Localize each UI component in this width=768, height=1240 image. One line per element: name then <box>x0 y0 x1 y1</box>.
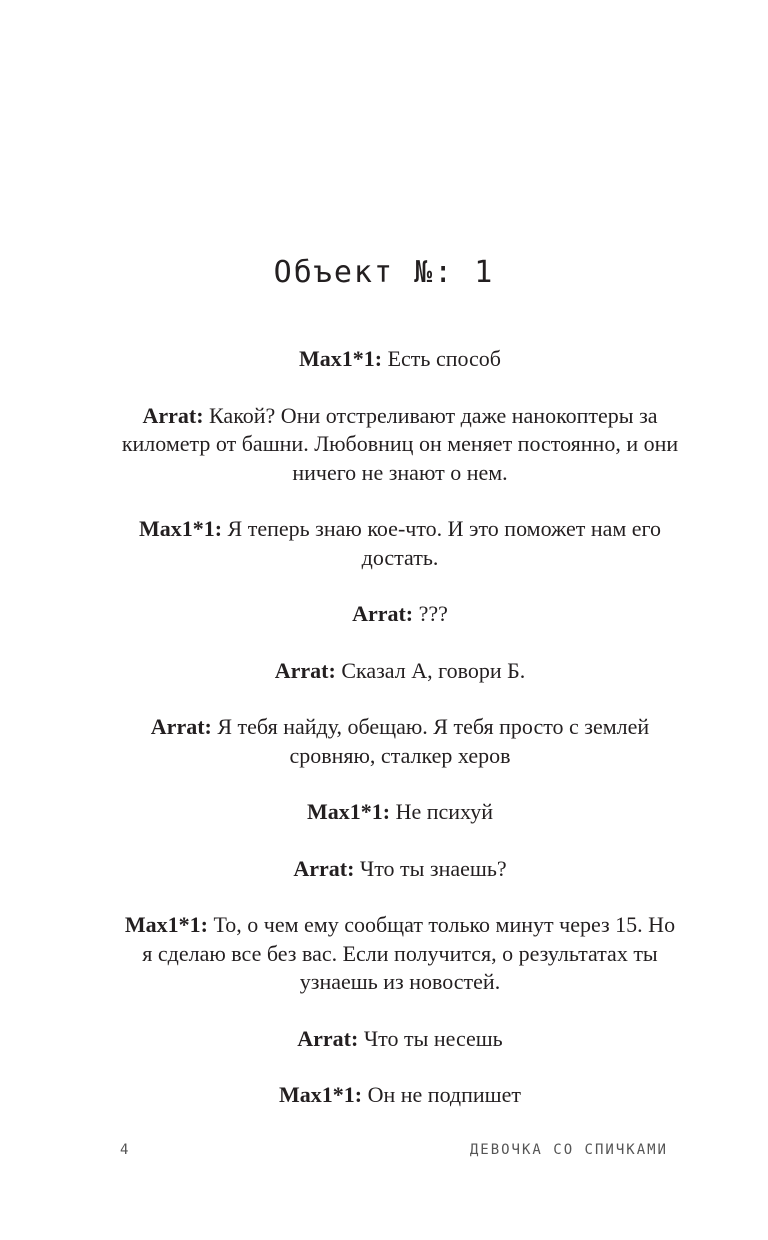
dialogue-line <box>120 345 680 374</box>
running-title: ДЕВОЧКА СО СПИЧКАМИ <box>469 1142 668 1158</box>
speaker-name: Arrat: <box>150 714 212 739</box>
message-text: Не психуй <box>390 799 493 824</box>
dialogue-line <box>120 798 680 827</box>
dialogue-line <box>120 402 680 488</box>
dialogue-line <box>120 713 680 770</box>
dialogue-line <box>120 1025 680 1054</box>
message-text: Я тебя найду, обещаю. Я тебя просто с землей сровняю, сталкер херов <box>211 714 650 768</box>
message-text: Что ты несешь <box>358 1025 503 1051</box>
speaker-name: Max1*1: <box>307 799 391 824</box>
dialogue-line <box>120 600 680 629</box>
speaker-name: Arrat: <box>293 855 355 881</box>
speaker-name: Arrat: <box>274 657 336 683</box>
speaker-name: Arrat: <box>297 1025 359 1051</box>
message-text: Он не подпишет <box>362 1082 521 1107</box>
message-text: Что ты знаешь? <box>354 855 507 881</box>
speaker-name: Max1*1: <box>299 346 383 371</box>
message-text: Я теперь знаю кое-что. И это поможет нам его достать. <box>222 516 662 570</box>
message-text: ??? <box>413 601 448 626</box>
chapter-title: Объект №: 1 <box>273 255 495 290</box>
speaker-name: Arrat: <box>142 402 204 428</box>
speaker-name: Max1*1: <box>124 912 208 937</box>
speaker-name: Max1*1: <box>138 516 223 541</box>
message-text: Какой? Они отстреливают даже нанокоптеры за километр от башни. Любовниц он меняет постоянно, и они ничего не знают о нем. <box>121 402 679 485</box>
message-text: То, о чем ему сообщат только минут через 15. Но я сделаю все без вас. Если получится, о результатах ты узнаешь из новостей. <box>142 912 676 994</box>
message-text: Есть способ <box>382 346 501 371</box>
dialogue-line <box>120 911 680 997</box>
dialogue-list <box>120 345 680 1138</box>
speaker-name: Arrat: <box>352 601 414 626</box>
page-number: 4 <box>120 1142 131 1158</box>
dialogue-line <box>120 515 680 572</box>
speaker-name: Max1*1: <box>279 1082 363 1107</box>
dialogue-line <box>120 657 680 686</box>
message-text: Сказал А, говори Б. <box>335 657 526 683</box>
dialogue-line <box>120 855 680 884</box>
dialogue-line <box>120 1081 680 1110</box>
